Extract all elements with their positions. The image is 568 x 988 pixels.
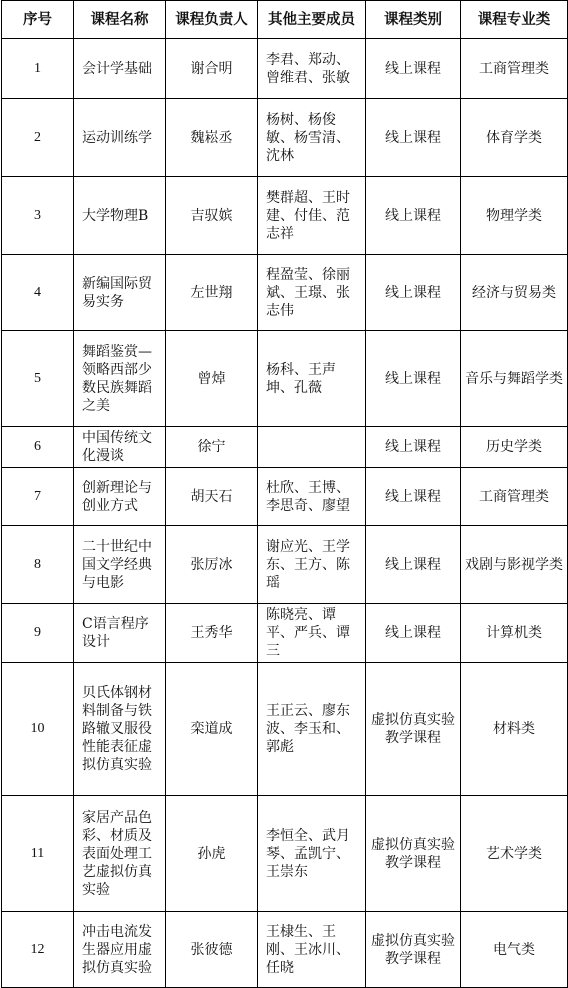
header-members: 其他主要成员 (258, 1, 366, 39)
header-category: 课程类别 (366, 1, 461, 39)
cell-members: 李恒全、武月琴、孟凯宁、王崇东 (258, 796, 366, 912)
cell-no: 1 (2, 39, 74, 99)
cell-no: 12 (2, 912, 74, 988)
cell-major: 艺术学类 (461, 796, 568, 912)
cell-leader: 徐宁 (166, 427, 258, 468)
cell-members (258, 427, 366, 468)
cell-no: 5 (2, 331, 74, 427)
cell-leader: 左世翔 (166, 255, 258, 331)
cell-course-name: 舞蹈鉴赏—领略西部少数民族舞蹈之美 (74, 331, 166, 427)
table-row (2, 526, 568, 604)
cell-major: 计算机类 (461, 604, 568, 663)
table-row (2, 468, 568, 526)
header-leader: 课程负责人 (166, 1, 258, 39)
cell-category: 线上课程 (366, 468, 461, 526)
cell-category: 线上课程 (366, 177, 461, 255)
header-no: 序号 (2, 1, 74, 39)
cell-leader: 谢合明 (166, 39, 258, 99)
cell-category: 线上课程 (366, 331, 461, 427)
cell-members: 杨树、杨俊敏、杨雪清、沈林 (258, 99, 366, 177)
table-row (2, 331, 568, 427)
cell-members: 李君、郑动、曾维君、张敏 (258, 39, 366, 99)
table-row (2, 99, 568, 177)
cell-leader: 栾道成 (166, 663, 258, 796)
cell-course-name: 创新理论与创业方式 (74, 468, 166, 526)
cell-course-name: 中国传统文化漫谈 (74, 427, 166, 468)
header-major: 课程专业类 (461, 1, 568, 39)
cell-major: 历史学类 (461, 427, 568, 468)
cell-no: 7 (2, 468, 74, 526)
cell-major: 电气类 (461, 912, 568, 988)
cell-course-name: 家居产品色彩、材质及表面处理工艺虚拟仿真实验 (74, 796, 166, 912)
cell-major: 戏剧与影视学类 (461, 526, 568, 604)
cell-category: 线上课程 (366, 99, 461, 177)
cell-no: 4 (2, 255, 74, 331)
cell-members: 程盈莹、徐丽斌、王璟、张志伟 (258, 255, 366, 331)
table-row (2, 912, 568, 988)
cell-no: 2 (2, 99, 74, 177)
course-table (1, 0, 568, 988)
cell-category: 虚拟仿真实验教学课程 (366, 796, 461, 912)
cell-leader: 魏崧丞 (166, 99, 258, 177)
cell-course-name: 贝氏体钢材料制备与铁路辙叉服役性能表征虚拟仿真实验 (74, 663, 166, 796)
cell-members: 王棣生、王刚、王冰川、任晓 (258, 912, 366, 988)
cell-no: 11 (2, 796, 74, 912)
cell-course-name: 新编国际贸易实务 (74, 255, 166, 331)
cell-leader: 张彼德 (166, 912, 258, 988)
cell-course-name: 运动训练学 (74, 99, 166, 177)
cell-category: 线上课程 (366, 604, 461, 663)
table-row (2, 604, 568, 663)
cell-major: 材料类 (461, 663, 568, 796)
cell-leader: 吉驭嫔 (166, 177, 258, 255)
header-course-name: 课程名称 (74, 1, 166, 39)
cell-members: 杨科、王声坤、孔薇 (258, 331, 366, 427)
cell-members: 谢应光、王学东、王方、陈瑶 (258, 526, 366, 604)
table-row (2, 663, 568, 796)
cell-no: 9 (2, 604, 74, 663)
cell-no: 10 (2, 663, 74, 796)
cell-category: 线上课程 (366, 39, 461, 99)
cell-members: 杜欣、王博、李思奇、廖望 (258, 468, 366, 526)
cell-major: 工商管理类 (461, 39, 568, 99)
cell-leader: 张厉冰 (166, 526, 258, 604)
cell-leader: 王秀华 (166, 604, 258, 663)
cell-category: 线上课程 (366, 255, 461, 331)
cell-major: 音乐与舞蹈学类 (461, 331, 568, 427)
cell-no: 8 (2, 526, 74, 604)
cell-category: 线上课程 (366, 427, 461, 468)
cell-leader: 胡天石 (166, 468, 258, 526)
cell-major: 物理学类 (461, 177, 568, 255)
table-row (2, 427, 568, 468)
cell-members: 陈晓亮、谭平、严兵、谭三 (258, 604, 366, 663)
cell-category: 虚拟仿真实验教学课程 (366, 663, 461, 796)
cell-major: 体育学类 (461, 99, 568, 177)
cell-leader: 孙虎 (166, 796, 258, 912)
cell-members: 樊群超、王时建、付佳、范志祥 (258, 177, 366, 255)
cell-course-name: C语言程序设计 (74, 604, 166, 663)
cell-leader: 曾焯 (166, 331, 258, 427)
cell-course-name: 大学物理B (74, 177, 166, 255)
table-row (2, 255, 568, 331)
cell-course-name: 冲击电流发生器应用虚拟仿真实验 (74, 912, 166, 988)
cell-category: 线上课程 (366, 526, 461, 604)
cell-major: 工商管理类 (461, 468, 568, 526)
table-row (2, 39, 568, 99)
table-row (2, 177, 568, 255)
cell-course-name: 二十世纪中国文学经典与电影 (74, 526, 166, 604)
cell-major: 经济与贸易类 (461, 255, 568, 331)
cell-course-name: 会计学基础 (74, 39, 166, 99)
cell-members: 王正云、廖东波、李玉和、郭彪 (258, 663, 366, 796)
cell-no: 6 (2, 427, 74, 468)
cell-no: 3 (2, 177, 74, 255)
table-row (2, 796, 568, 912)
cell-category: 虚拟仿真实验教学课程 (366, 912, 461, 988)
header-row (2, 1, 568, 39)
